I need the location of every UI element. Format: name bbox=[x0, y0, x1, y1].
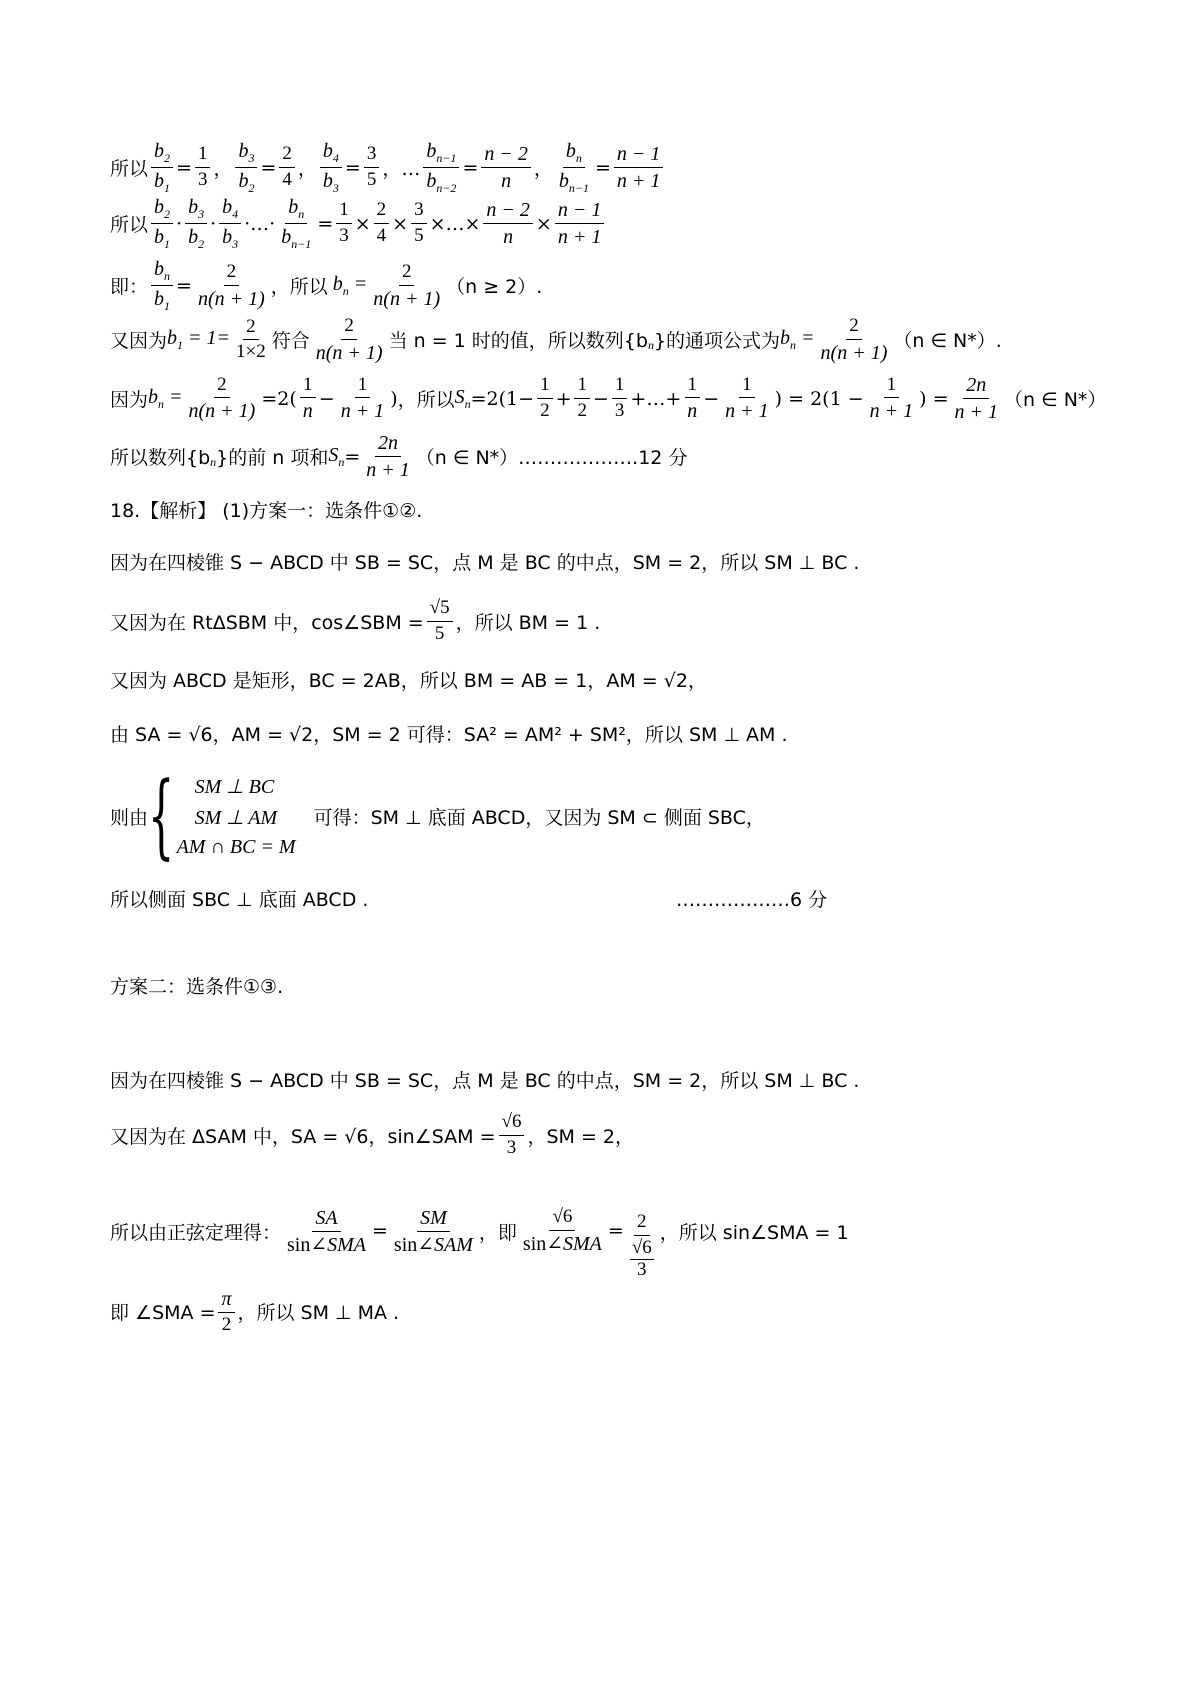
text: 即： bbox=[110, 276, 149, 299]
text: 则由 bbox=[110, 806, 149, 829]
general-term-line: 又因为 $b_1 = 1=$ $\frac{2}{1\times 2}$ 符合 $\frac{2}{n(n + 1)}$ 当 n = 1 时的值，所以数列{b $_n$ }的通项公式为 $b_n$ = $\frac{2}{n(n + 1)}$ （n ∈ N*）. bbox=[110, 315, 1002, 364]
paragraph: 所以侧面 SBC ⊥ 底面 ABCD . bbox=[110, 889, 369, 911]
fraction: $\frac{SA}{\text{sin∠SMA}}$ bbox=[287, 1206, 366, 1256]
fraction: $\frac{1}{n}$ bbox=[684, 375, 700, 423]
text: }的前 n 项和 bbox=[216, 447, 329, 469]
ratio-line: 所以 $\frac{b_2}{b_1}$ = $\frac{1}{3}$ ， $\frac{b_3}{b_2}$ = $\frac{2}{4}$ ， $\frac{b_4}{b_3}$ = $\frac{3}{5}$ ，… $\frac{b_{n-1}}{b_{n-2}}$ = $\frac{n - 2}{n}$ ， $\frac{b_n}{b_{n-1}}$ = $\frac{n - 1}{n + 1}$ bbox=[110, 140, 666, 195]
system-line bbox=[110, 762, 765, 869]
text: 又因为 bbox=[110, 330, 168, 353]
paragraph bbox=[110, 598, 600, 645]
fraction: $\frac{b_4}{b_3}$ bbox=[320, 140, 342, 195]
fraction: $\frac{2}{n(n + 1)}$ bbox=[373, 260, 441, 310]
fraction: $\frac{b_n}{b_{n-1}}$ bbox=[558, 140, 589, 196]
text: ，所以 sin∠SMA = 1 bbox=[659, 1221, 849, 1244]
text: 所以 bbox=[110, 158, 149, 181]
fraction: $\frac{b_n}{b_{n-1}}$ bbox=[281, 196, 312, 252]
paragraph bbox=[110, 1112, 634, 1159]
fraction: $\frac{2}{4}$ bbox=[279, 144, 295, 191]
sine-rule-line: 所以由正弦定理得： $\frac{SA}{\text{sin∠SMA}}$ = $\frac{SM}{\text{sin∠SAM}}$ ，即 $\frac{√6}{\text{sin∠SMA}}$ = $\frac{2}{\frac{√6}{3}}$ ，所以 sin∠SMA = 1 bbox=[110, 1206, 849, 1280]
text: （n ≥ 2）. bbox=[446, 276, 543, 299]
fraction: $\frac{2n}{n + 1}$ bbox=[954, 374, 999, 423]
fraction: $\frac{2}{n(n + 1)}$ bbox=[820, 315, 888, 364]
fraction: $\frac{2}{1\times 2}$ bbox=[236, 315, 266, 363]
fraction: $\frac{n - 1}{n + 1}$ bbox=[614, 143, 664, 192]
equation: AM ∩ BC = M bbox=[176, 835, 296, 858]
fraction: $\frac{n - 1}{n + 1}$ bbox=[555, 199, 605, 248]
fraction: $\frac{b_3}{b_2}$ bbox=[235, 140, 257, 195]
fraction: $\frac{1}{2}$ bbox=[537, 375, 553, 422]
fraction: $\frac{1}{3}$ bbox=[612, 375, 628, 422]
fraction: $\frac{b_2}{b_1}$ bbox=[151, 196, 173, 251]
text: （n ∈ N*） bbox=[1004, 389, 1107, 411]
section-heading: 18.【解析】 (1)方案一：选条件①②. bbox=[110, 500, 423, 522]
fraction: $\frac{1}{n + 1}$ bbox=[725, 373, 769, 423]
fraction: $\frac{3}{5}$ bbox=[411, 200, 427, 247]
text: ，即 bbox=[478, 1221, 517, 1244]
text: 又因为在 RtΔSBM 中，cos∠SBM = bbox=[110, 611, 424, 634]
conclusion-line: 所以数列{b $_n$ }的前 n 项和 $S_n$ = $\frac{2n}{n + 1}$ （n ∈ N*）……………….12 分 bbox=[110, 432, 688, 481]
text: 即 ∠SMA = bbox=[110, 1302, 216, 1325]
fraction: $\frac{1}{3}$ bbox=[195, 144, 211, 191]
fraction: $\frac{2}{4}$ bbox=[374, 200, 390, 247]
text: 所以 bbox=[110, 214, 149, 237]
equation: SM ⊥ BC bbox=[194, 775, 275, 798]
fraction: $\frac{2}{n(n + 1)}$ bbox=[315, 315, 383, 364]
fraction: $\frac{2n}{n + 1}$ bbox=[366, 432, 410, 481]
text: 可得：SM ⊥ 底面 ABCD，又因为 SM ⊂ 侧面 SBC， bbox=[313, 806, 765, 829]
text: ，所以 bbox=[270, 276, 328, 299]
fraction: $\frac{1}{n + 1}$ bbox=[340, 373, 385, 423]
fraction: $\frac{n - 2}{n}$ bbox=[481, 143, 531, 192]
text: ，所以 bbox=[397, 389, 455, 411]
fraction: $\frac{1}{n}$ bbox=[300, 375, 316, 423]
fraction: $\frac{n - 2}{n}$ bbox=[483, 199, 533, 248]
text: ，所以 BM = 1 . bbox=[455, 611, 601, 634]
result-line: 即： $\frac{b_n}{b_1}$ = $\frac{2}{n(n + 1)}$ ，所以 $b_n$ = $\frac{2}{n(n + 1)}$ （n ≥ 2）. bbox=[110, 258, 543, 314]
fraction: $\frac{√6}{3}$ bbox=[499, 1112, 525, 1159]
paragraph: 由 SA = √6，AM = √2，SM = 2 可得：SA² = AM² + SM²，所以 SM ⊥ AM . bbox=[110, 724, 788, 746]
text: ，SM = 2， bbox=[527, 1125, 634, 1148]
equation: SM ⊥ AM bbox=[194, 806, 278, 829]
fraction: $\frac{\pi}{2}$ bbox=[218, 1288, 234, 1336]
fraction: $\frac{b_2}{b_1}$ bbox=[151, 140, 173, 195]
text: }的通项公式为 bbox=[653, 330, 781, 353]
fraction: $\frac{3}{5}$ bbox=[364, 144, 380, 191]
paragraph: 因为在四棱锥 S − ABCD 中 SB = SC，点 M 是 BC 的中点，SM = 2，所以 SM ⊥ BC . bbox=[110, 1070, 860, 1092]
text: 所以由正弦定理得： bbox=[110, 1221, 282, 1244]
text: 因为 bbox=[110, 389, 149, 411]
sum-line: 因为 $b_n$ = $\frac{2}{n(n + 1)}$ =2( $\frac{1}{n}$ − $\frac{1}{n + 1}$ ) ，所以 $S_n$ =2(1− $\frac{1}{2}$ + $\frac{1}{2}$ − $\frac{1}{3}$ +…+ $\frac{1}{n}$ − $\frac{1}{n + 1}$ ) = 2(1 − $\frac{1}{n + 1}$ ) = $\frac{2n}{n + 1}$ （n ∈ N*） bbox=[110, 373, 1107, 423]
fraction: $\frac{b_{n-1}}{b_{n-2}}$ bbox=[423, 140, 459, 195]
text: 当 n = 1 时的值，所以数列{b bbox=[388, 330, 648, 353]
fraction: $\frac{b_4}{b_3}$ bbox=[219, 196, 241, 251]
text: 又因为在 ΔSAM 中，SA = √6，sin∠SAM = bbox=[110, 1125, 496, 1148]
paragraph: 因为在四棱锥 S − ABCD 中 SB = SC，点 M 是 BC 的中点，SM = 2，所以 SM ⊥ BC . bbox=[110, 552, 860, 574]
fraction: $\frac{b_n}{b_1}$ bbox=[151, 258, 173, 313]
paragraph: 又因为 ABCD 是矩形，BC = 2AB，所以 BM = AB = 1，AM = √2， bbox=[110, 670, 707, 692]
fraction: $\frac{2}{n(n + 1)}$ bbox=[188, 373, 256, 423]
text: 符合 bbox=[271, 330, 310, 353]
text: 所以数列{b bbox=[110, 447, 211, 469]
text: （n ∈ N*）. bbox=[893, 330, 1002, 353]
brace: { bbox=[148, 762, 175, 869]
fraction: $\frac{√6}{\text{sin∠SMA}}$ bbox=[522, 1206, 602, 1256]
product-line: 所以 $\frac{b_2}{b_1}$ · $\frac{b_3}{b_2}$ · $\frac{b_4}{b_3}$ ·…· $\frac{b_n}{b_{n-1}}$ = $\frac{1}{3}$ × $\frac{2}{4}$ × $\frac{3}{5}$ ×…× $\frac{n - 2}{n}$ × $\frac{n - 1}{n + 1}$ bbox=[110, 196, 607, 251]
fraction: $\frac{SM}{\text{sin∠SAM}}$ bbox=[393, 1206, 473, 1256]
text: ，所以 SM ⊥ MA . bbox=[237, 1302, 400, 1325]
paragraph bbox=[110, 1288, 399, 1336]
score-marker: ………………6 分 bbox=[676, 889, 828, 911]
fraction: $\frac{1}{n + 1}$ bbox=[869, 373, 914, 423]
fraction: $\frac{b_3}{b_2}$ bbox=[185, 196, 207, 251]
section-heading: 方案二：选条件①③. bbox=[110, 976, 284, 998]
fraction: $\frac{2}{n(n + 1)}$ bbox=[197, 260, 265, 310]
fraction: $\frac{1}{2}$ bbox=[574, 375, 590, 422]
equation-system bbox=[177, 774, 296, 859]
fraction: $\frac{1}{3}$ bbox=[336, 200, 352, 247]
fraction: $\frac{2}{\frac{√6}{3}}$ bbox=[631, 1211, 652, 1280]
fraction: $\frac{√5}{5}$ bbox=[427, 598, 453, 645]
text: （n ∈ N*）……………….12 分 bbox=[415, 447, 688, 469]
